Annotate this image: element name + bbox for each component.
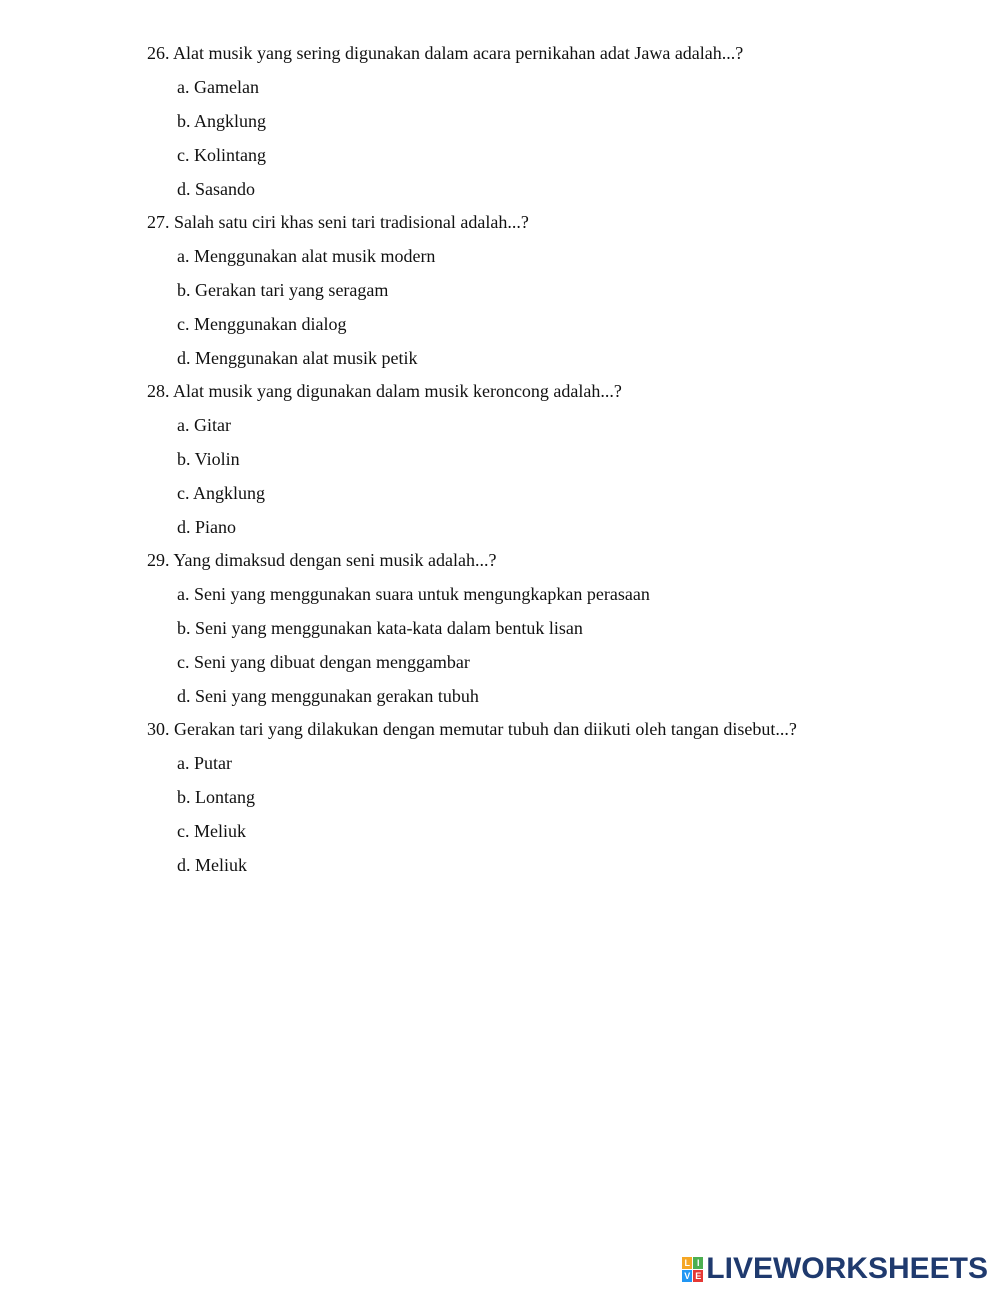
option-28-c[interactable]: c. Angklung xyxy=(177,483,265,503)
logo-text: LIVEWORKSHEETS xyxy=(706,1252,988,1285)
option-30-c[interactable]: c. Meliuk xyxy=(177,821,246,841)
logo-icon-letter: I xyxy=(693,1257,703,1269)
question-27: 27. Salah satu ciri khas seni tari tradisional adalah...? xyxy=(147,212,529,232)
option-27-d[interactable]: d. Menggunakan alat musik petik xyxy=(177,348,418,368)
option-30-d[interactable]: d. Meliuk xyxy=(177,855,247,875)
option-27-a[interactable]: a. Menggunakan alat musik modern xyxy=(177,246,436,266)
question-30: 30. Gerakan tari yang dilakukan dengan memutar tubuh dan diikuti oleh tangan disebut...? xyxy=(147,719,797,739)
option-26-d[interactable]: d. Sasando xyxy=(177,179,255,199)
option-27-c[interactable]: c. Menggunakan dialog xyxy=(177,314,347,334)
logo-icon-letter: V xyxy=(684,1270,691,1281)
question-28: 28. Alat musik yang digunakan dalam musik keroncong adalah...? xyxy=(147,381,622,401)
option-28-d[interactable]: d. Piano xyxy=(177,517,237,537)
option-29-b[interactable]: b. Seni yang menggunakan kata-kata dalam bentuk lisan xyxy=(177,618,583,638)
option-30-a[interactable]: a. Putar xyxy=(177,753,232,773)
option-26-c[interactable]: c. Kolintang xyxy=(177,145,266,165)
logo-icon-letter: L xyxy=(682,1257,692,1269)
option-29-d[interactable]: d. Seni yang menggunakan gerakan tubuh xyxy=(177,686,479,706)
option-26-a[interactable]: a. Gamelan xyxy=(177,77,259,97)
option-28-a[interactable]: a. Gitar xyxy=(177,415,231,435)
option-27-b[interactable]: b. Gerakan tari yang seragam xyxy=(177,280,389,300)
option-29-c[interactable]: c. Seni yang dibuat dengan menggambar xyxy=(177,652,470,672)
option-26-b[interactable]: b. Angklung xyxy=(177,111,267,131)
option-28-b[interactable]: b. Violin xyxy=(177,449,240,469)
logo-icon-letter: E xyxy=(695,1270,702,1281)
liveworksheets-logo xyxy=(682,1254,988,1284)
question-29: 29. Yang dimaksud dengan seni musik adalah...? xyxy=(147,550,497,570)
option-30-b[interactable]: b. Lontang xyxy=(177,787,255,807)
liveworksheets-icon xyxy=(682,1257,703,1282)
option-29-a[interactable]: a. Seni yang menggunakan suara untuk mengungkapkan perasaan xyxy=(177,584,650,604)
question-26: 26. Alat musik yang sering digunakan dalam acara pernikahan adat Jawa adalah...? xyxy=(147,43,744,63)
